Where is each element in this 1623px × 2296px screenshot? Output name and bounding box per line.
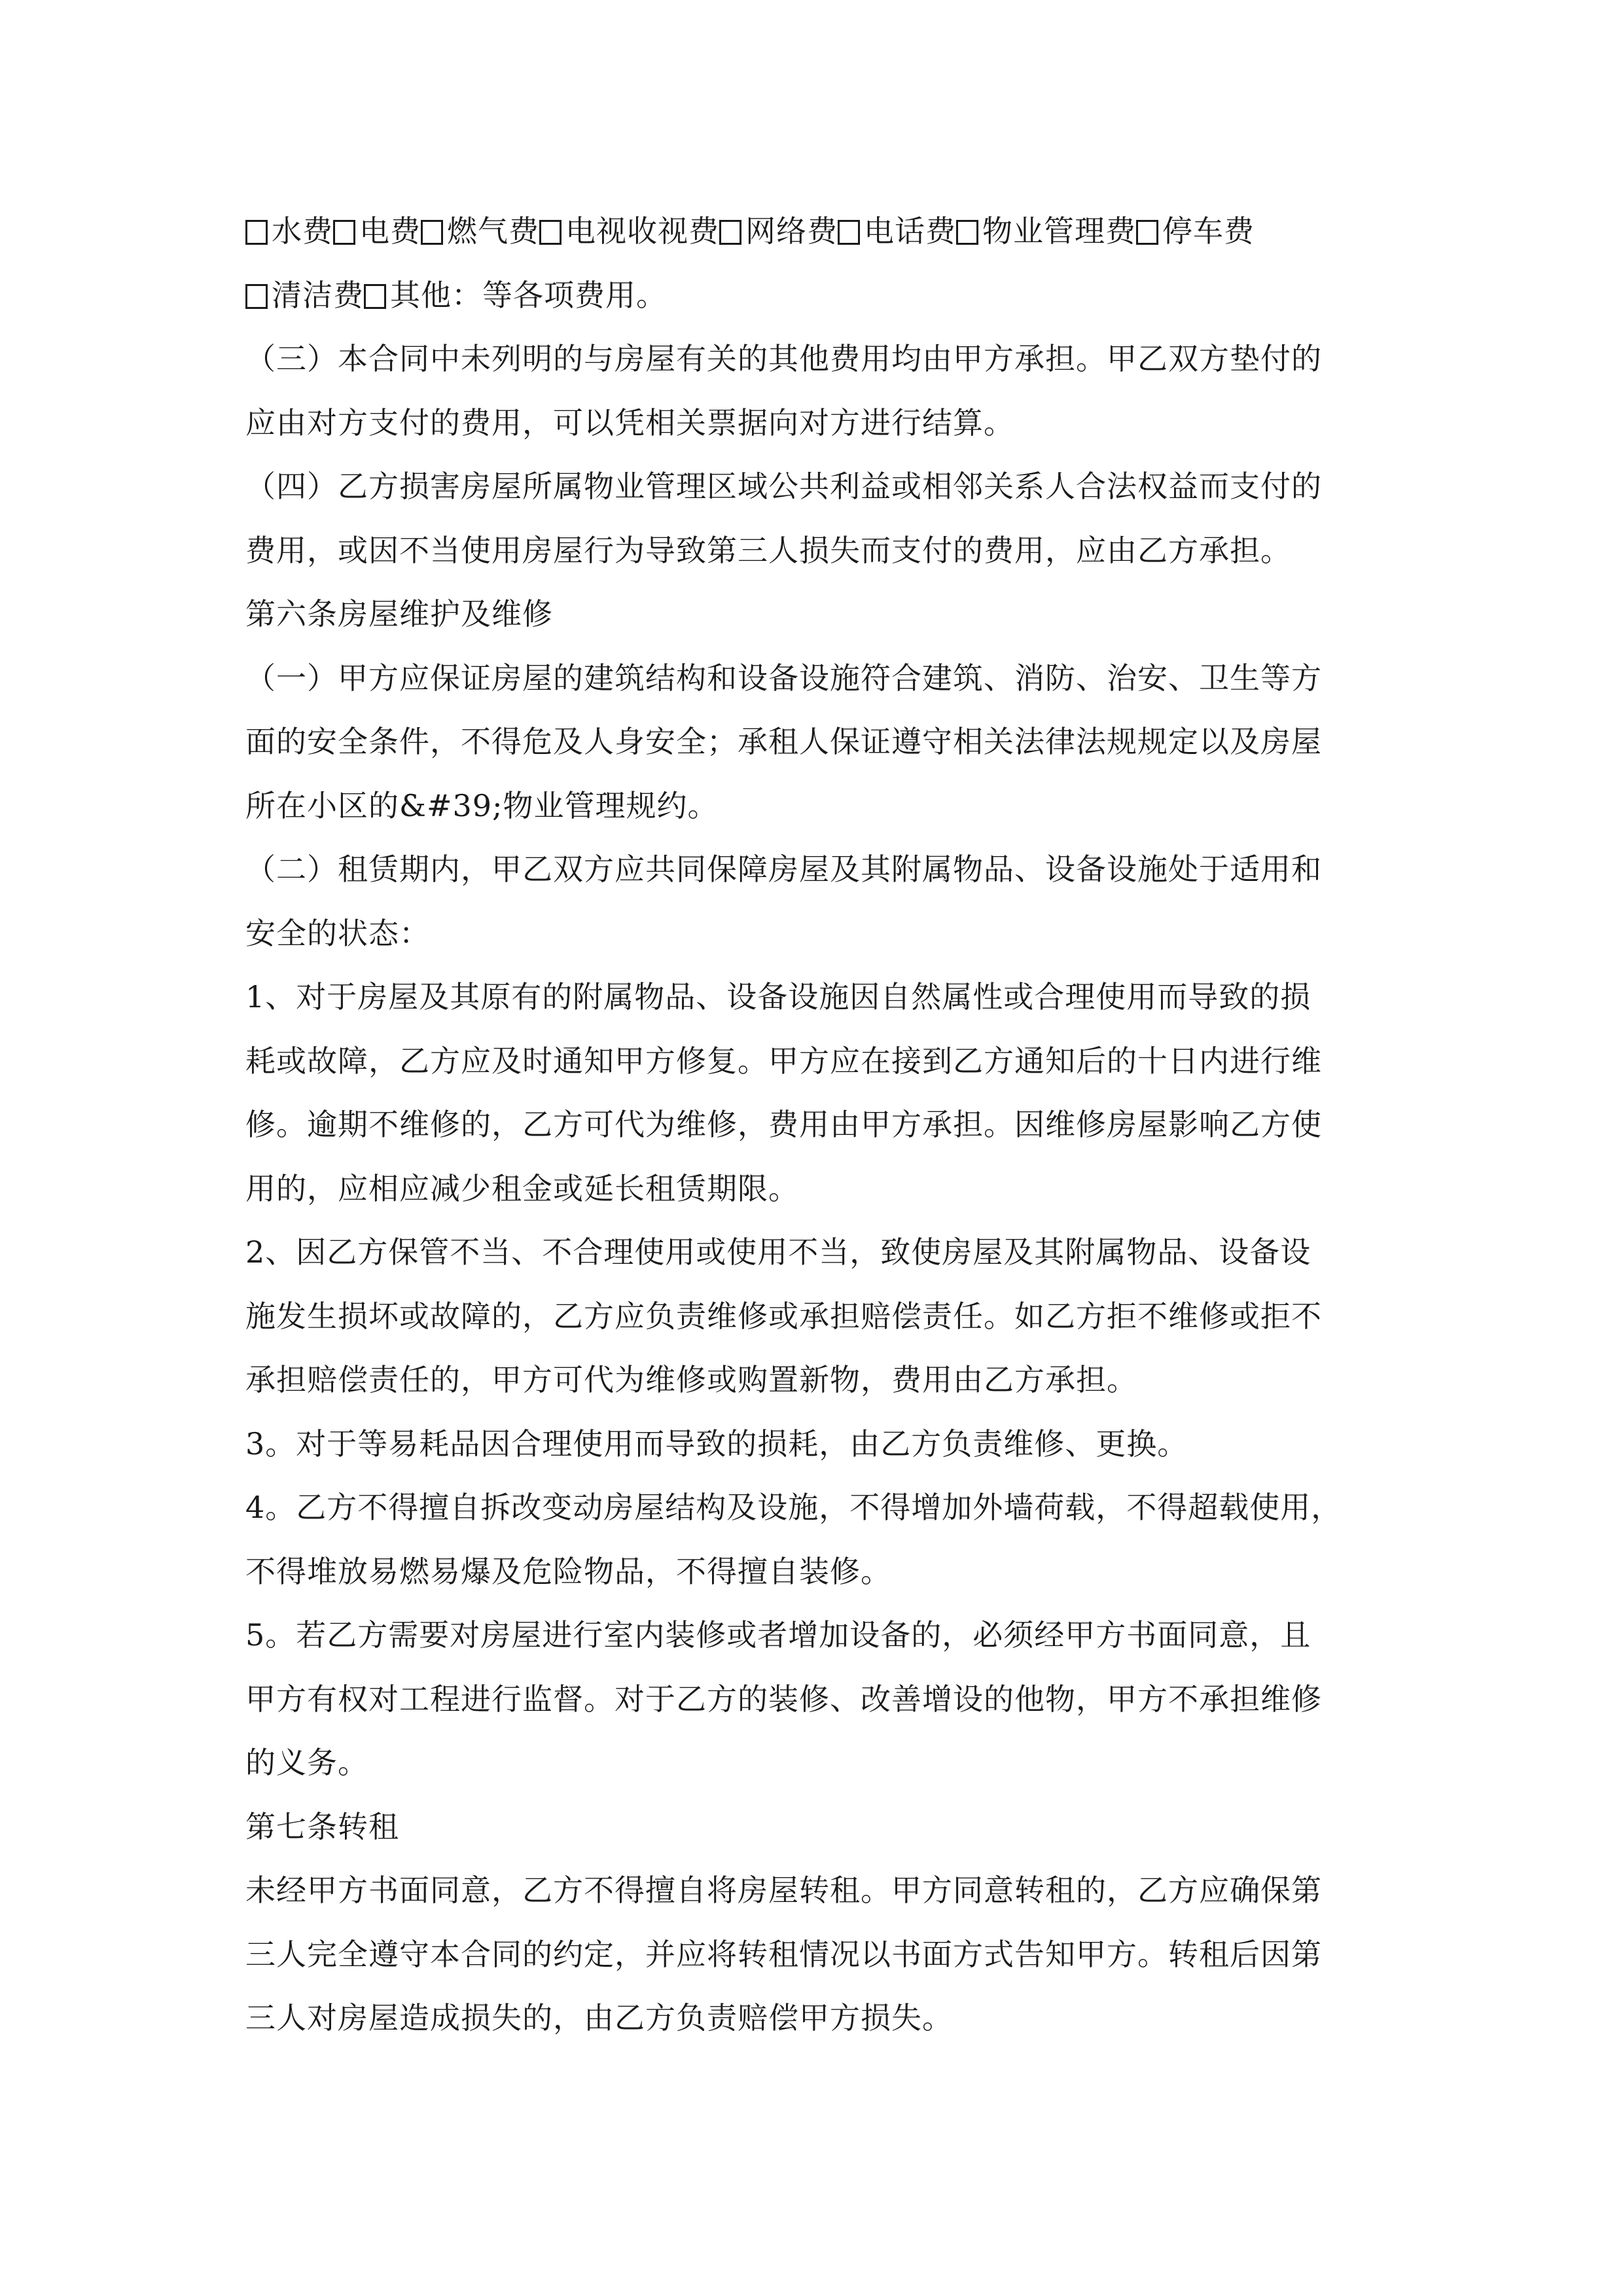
text-line: 承担赔偿责任的，甲方可代为维修或购置新物，费用由乙方承担。: [245, 1362, 1137, 1397]
text-line: 5。若乙方需要对房屋进行室内装修或者增加设备的，必须经甲方书面同意，且: [245, 1617, 1311, 1653]
checkbox-icon[interactable]: [364, 284, 386, 309]
text-line: 应由对方支付的费用，可以凭相关票据向对方进行结算。: [245, 404, 1014, 440]
checkbox-icon[interactable]: [719, 220, 741, 245]
checkbox-item-cleaning[interactable]: 清洁费: [245, 278, 364, 313]
article-7-heading: 第七条转租: [245, 1808, 399, 1844]
text-line: 安全的状态：: [245, 915, 430, 951]
fees-checklist-row-1: [245, 200, 1397, 264]
article-6-heading: 第六条房屋维护及维修: [245, 596, 553, 632]
checkbox-icon[interactable]: [838, 220, 860, 245]
contract-body: [245, 200, 1397, 2051]
checkbox-item-internet[interactable]: 网络费: [719, 213, 838, 249]
checkbox-icon[interactable]: [245, 220, 268, 245]
checkbox-icon[interactable]: [1136, 220, 1158, 245]
text-line: 面的安全条件，不得危及人身安全；承租人保证遵守相关法律法规规定以及房屋: [245, 724, 1322, 759]
text-line: 耗或故障，乙方应及时通知甲方修复。甲方应在接到乙方通知后的十日内进行维: [245, 1043, 1322, 1079]
text-line: 三人完全遵守本合同的约定，并应将转租情况以书面方式告知甲方。转租后因第: [245, 1936, 1322, 1972]
text-line: （一）甲方应保证房屋的建筑结构和设备设施符合建筑、消防、治安、卫生等方: [245, 660, 1322, 696]
text-line: 费用，或因不当使用房屋行为导致第三人损失而支付的费用，应由乙方承担。: [245, 532, 1291, 568]
text-line: 不得堆放易燃易爆及危险物品，不得擅自装修。: [245, 1553, 891, 1589]
text-line: 1、对于房屋及其原有的附属物品、设备设施因自然属性或合理使用而导致的损: [245, 979, 1311, 1014]
fees-checklist-row-2: [245, 264, 1397, 328]
text-line: 2、因乙方保管不当、不合理使用或使用不当，致使房屋及其附属物品、设备设: [245, 1234, 1311, 1270]
checkbox-item-tv[interactable]: 电视收视费: [539, 213, 719, 249]
fees-checklist-tail: ：等各项费用。: [452, 277, 667, 313]
text-line: 用的，应相应减少租金或延长租赁期限。: [245, 1170, 799, 1206]
checkbox-icon[interactable]: [245, 284, 268, 309]
text-line: （三）本合同中未列明的与房屋有关的其他费用均由甲方承担。甲乙双方垫付的: [245, 341, 1322, 376]
text-line: 施发生损坏或故障的，乙方应负责维修或承担赔偿责任。如乙方拒不维修或拒不: [245, 1298, 1322, 1334]
text-line: 所在小区的&#39;物业管理规约。: [245, 787, 719, 823]
checkbox-item-gas[interactable]: 燃气费: [421, 213, 539, 249]
checkbox-icon[interactable]: [421, 220, 443, 245]
checkbox-item-parking[interactable]: 停车费: [1136, 213, 1255, 249]
text-line: 三人对房屋造成损失的，由乙方负责赔偿甲方损失。: [245, 2000, 953, 2036]
text-line: 3。对于等易耗品因合理使用而导致的损耗，由乙方负责维修、更换。: [245, 1426, 1188, 1462]
text-line: 甲方有权对工程进行监督。对于乙方的装修、改善增设的他物，甲方不承担维修: [245, 1681, 1322, 1717]
text-line: （二）租赁期内，甲乙双方应共同保障房屋及其附属物品、设备设施处于适用和: [245, 852, 1322, 887]
checkbox-item-phone[interactable]: 电话费: [838, 213, 956, 249]
checkbox-item-electricity[interactable]: 电费: [333, 213, 421, 249]
checkbox-item-property-management[interactable]: 物业管理费: [956, 213, 1136, 249]
checkbox-icon[interactable]: [333, 220, 355, 245]
text-line: 修。逾期不维修的，乙方可代为维修，费用由甲方承担。因维修房屋影响乙方使: [245, 1107, 1322, 1142]
checkbox-icon[interactable]: [956, 220, 978, 245]
checkbox-item-water[interactable]: 水费: [245, 213, 333, 249]
checkbox-item-other[interactable]: 其他: [364, 278, 452, 313]
text-line: 4。乙方不得擅自拆改变动房屋结构及设施，不得增加外墙荷载，不得超载使用，: [245, 1490, 1342, 1525]
text-line: 未经甲方书面同意，乙方不得擅自将房屋转租。甲方同意转租的，乙方应确保第: [245, 1873, 1322, 1908]
text-line: （四）乙方损害房屋所属物业管理区域公共利益或相邻关系人合法权益而支付的: [245, 469, 1322, 504]
checkbox-icon[interactable]: [539, 220, 562, 245]
text-line: 的义务。: [245, 1745, 368, 1780]
